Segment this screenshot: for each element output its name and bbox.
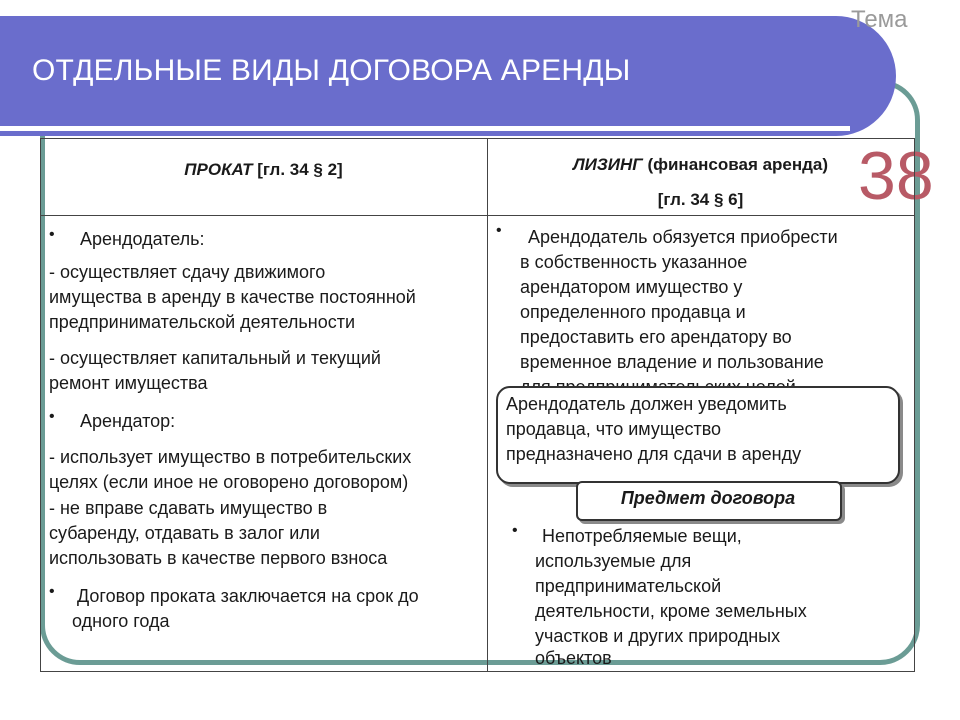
left-line: - использует имущество в потребительских bbox=[49, 447, 412, 467]
column-divider bbox=[487, 138, 488, 671]
col2-header-ref: [гл. 34 § 6] bbox=[657, 190, 744, 209]
bullet-icon: • bbox=[49, 226, 55, 243]
left-line: - не вправе сдавать имущество в bbox=[49, 498, 328, 518]
right-line: временное владение и пользование bbox=[520, 352, 824, 372]
left-line: - осуществляет сдачу движимого bbox=[49, 262, 326, 282]
right-line: предоставить его арендатору во bbox=[520, 327, 792, 347]
bullet-icon: • bbox=[49, 583, 55, 600]
left-line: предпринимательской деятельности bbox=[49, 312, 355, 332]
bullet-icon: • bbox=[49, 408, 55, 425]
left-line: целях (если иное не оговорено договором) bbox=[49, 472, 409, 492]
right-line: объектов bbox=[535, 648, 612, 668]
left-line: имущества в аренду в качестве постоянной bbox=[49, 287, 416, 307]
header-divider bbox=[40, 215, 914, 216]
subject-label: Предмет договора bbox=[620, 488, 796, 508]
right-line: деятельности, кроме земельных bbox=[535, 601, 807, 621]
topic-label: Тема bbox=[851, 6, 908, 33]
slide-number: 38 bbox=[858, 138, 934, 214]
slide-title: ОТДЕЛЬНЫЕ ВИДЫ ДОГОВОРА АРЕНДЫ bbox=[32, 54, 631, 87]
left-line: Договор проката заключается на срок до bbox=[77, 586, 419, 606]
right-line: участков и других природных bbox=[535, 626, 781, 646]
left-line: одного года bbox=[72, 611, 170, 631]
lessee-label: Арендатор: bbox=[80, 411, 176, 431]
right-line: предпринимательской bbox=[535, 576, 722, 596]
right-line: Арендодатель обязуется приобрести bbox=[528, 227, 838, 247]
left-line: - осуществляет капитальный и текущий bbox=[49, 348, 381, 368]
right-line: арендатором имущество у bbox=[520, 277, 743, 297]
notice-callout-text: Арендодатель должен уведомить продавца, что имущество предназначено для сдачи в аренду bbox=[506, 394, 802, 464]
left-line: ремонт имущества bbox=[49, 373, 208, 393]
right-line: определенного продавца и bbox=[520, 302, 746, 322]
col2-header: ЛИЗИНГ (финансовая аренда) bbox=[572, 155, 829, 174]
col1-header: ПРОКАТ [гл. 34 § 2] bbox=[184, 160, 343, 179]
banner-underline bbox=[0, 126, 850, 131]
right-line: используемые для bbox=[535, 551, 692, 571]
left-line: субаренду, отдавать в залог или bbox=[49, 523, 320, 543]
lessor-label: Арендодатель: bbox=[80, 229, 205, 249]
right-line: в собственность указанное bbox=[520, 252, 748, 272]
bullet-icon: • bbox=[512, 522, 518, 539]
bullet-icon: • bbox=[496, 222, 502, 239]
right-line: Непотребляемые вещи, bbox=[542, 526, 742, 546]
left-line: использовать в качестве первого взноса bbox=[49, 548, 388, 568]
